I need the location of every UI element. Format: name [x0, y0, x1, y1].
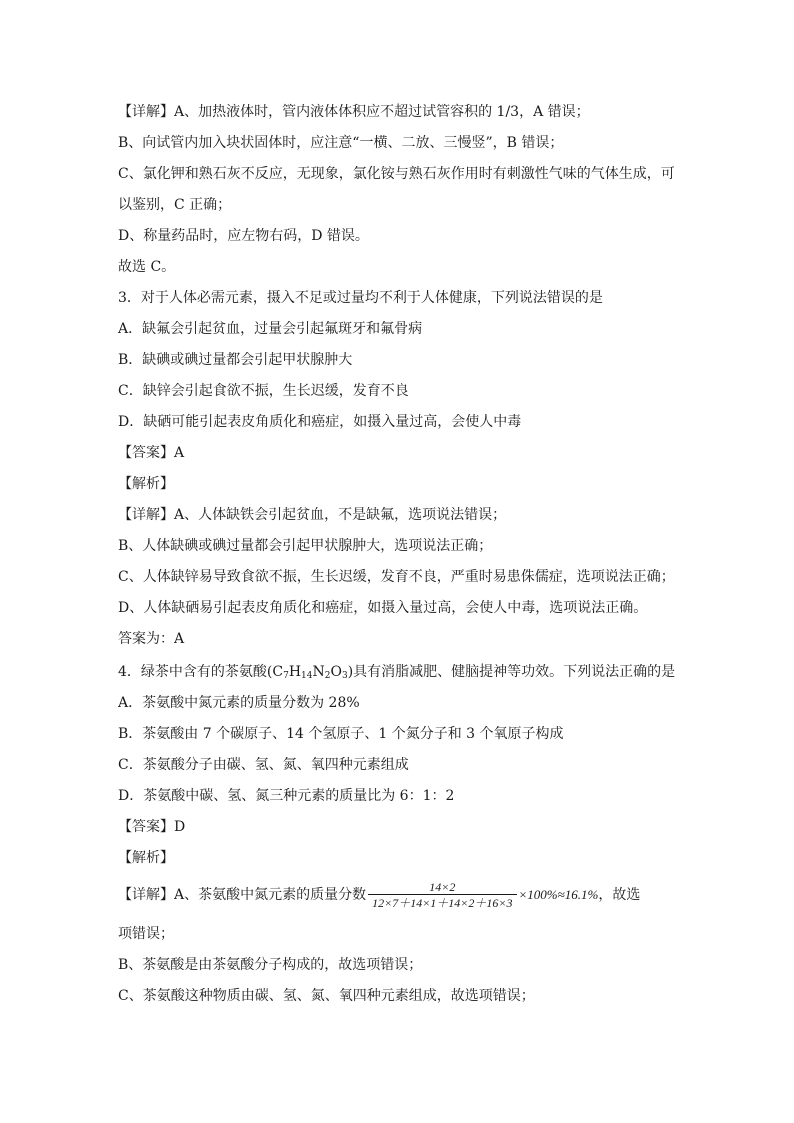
text-line: 以鉴别，C 正确； [118, 197, 232, 213]
calc-line [118, 874, 678, 916]
q4-text: )具有消脂减肥、健脑提神等功效。下列说法正确的是 [347, 664, 676, 680]
calc-result: ×100%≈16.1% [518, 887, 599, 902]
text-line: 【详解】A、加热液体时，管内液体体积应不超过试管容积的 1/3，A 错误； [118, 104, 590, 120]
analysis-label: 【解析】 [118, 476, 174, 492]
formula-element: O [330, 664, 342, 680]
analysis-label: 【解析】 [118, 850, 174, 866]
answer-label: 【答案】D [118, 819, 186, 835]
text-line: 【详解】A、人体缺铁会引起贫血，不是缺氟，选项说法错误； [118, 507, 507, 523]
text-line: D、人体缺硒易引起表皮角质化和癌症，如摄入量过高，会使人中毒，选项说法正确。 [118, 600, 648, 616]
question-4 [118, 662, 678, 686]
text-line: B、向试管内加入块状固体时，应注意“一横、二放、三慢竖”，B 错误； [118, 135, 564, 151]
option-a: A．茶氨酸中氮元素的质量分数为 28% [118, 695, 360, 711]
text-line: 故选 C。 [118, 259, 176, 275]
text-line: D、称量药品时，应左物右码，D 错误。 [118, 228, 369, 244]
text-line: C、人体缺锌易导致食欲不振，生长迟缓，发育不良，严重时易患侏儒症，选项说法正确； [118, 569, 675, 585]
text-line: B、人体缺碘或碘过量都会引起甲状腺肿大，选项说法正确； [118, 538, 493, 554]
q4-text: 4．绿茶中含有的茶氨酸(C [118, 664, 284, 680]
option-c: C．茶氨酸分子由碳、氢、氮、氧四种元素组成 [118, 757, 409, 773]
subscript: 14 [301, 671, 313, 681]
option-b: B．缺碘或碘过量都会引起甲状腺肿大 [118, 352, 353, 368]
option-b: B．茶氨酸由 7 个碳原子、14 个氢原子、1 个氮分子和 3 个氧原子构成 [118, 726, 564, 742]
option-d: D．缺硒可能引起表皮角质化和癌症，如摄入量过高，会使人中毒 [118, 414, 522, 430]
fraction [368, 880, 516, 910]
calc-text: ，故选 [598, 887, 641, 903]
text-line: B、茶氨酸是由茶氨酸分子构成的，故选项错误； [118, 957, 423, 973]
calc-text: 【详解】A、茶氨酸中氮元素的质量分数 [118, 887, 367, 903]
fraction-numerator: 14×2 [429, 880, 456, 894]
option-c: C．缺锌会引起食欲不振，生长迟缓，发育不良 [118, 383, 409, 399]
subscript: 2 [324, 671, 331, 681]
text-line: 项错误； [118, 926, 174, 942]
question-3: 3．对于人体必需元素，摄入不足或过量均不利于人体健康，下列说法错误的是 [118, 290, 603, 306]
formula-element: H [288, 664, 302, 680]
fraction-denominator: 12×7＋14×1＋14×2＋16×3 [368, 894, 516, 910]
text-line: C、茶氨酸这种物质由碳、氢、氮、氧四种元素组成，故选项错误； [118, 988, 535, 1004]
formula-element: N [312, 664, 325, 680]
text-line: 答案为：A [118, 631, 185, 647]
option-d: D．茶氨酸中碳、氢、氮三种元素的质量比为 6：1：2 [118, 788, 455, 804]
subscript: 7 [283, 671, 289, 681]
subscript: 3 [341, 671, 348, 681]
answer-label: 【答案】A [118, 445, 185, 461]
text-line: C、氯化钾和熟石灰不反应，无现象，氯化铵与熟石灰作用时有刺激性气味的气体生成，可 [118, 166, 675, 182]
option-a: A．缺氟会引起贫血，过量会引起氟斑牙和氟骨病 [118, 321, 423, 337]
